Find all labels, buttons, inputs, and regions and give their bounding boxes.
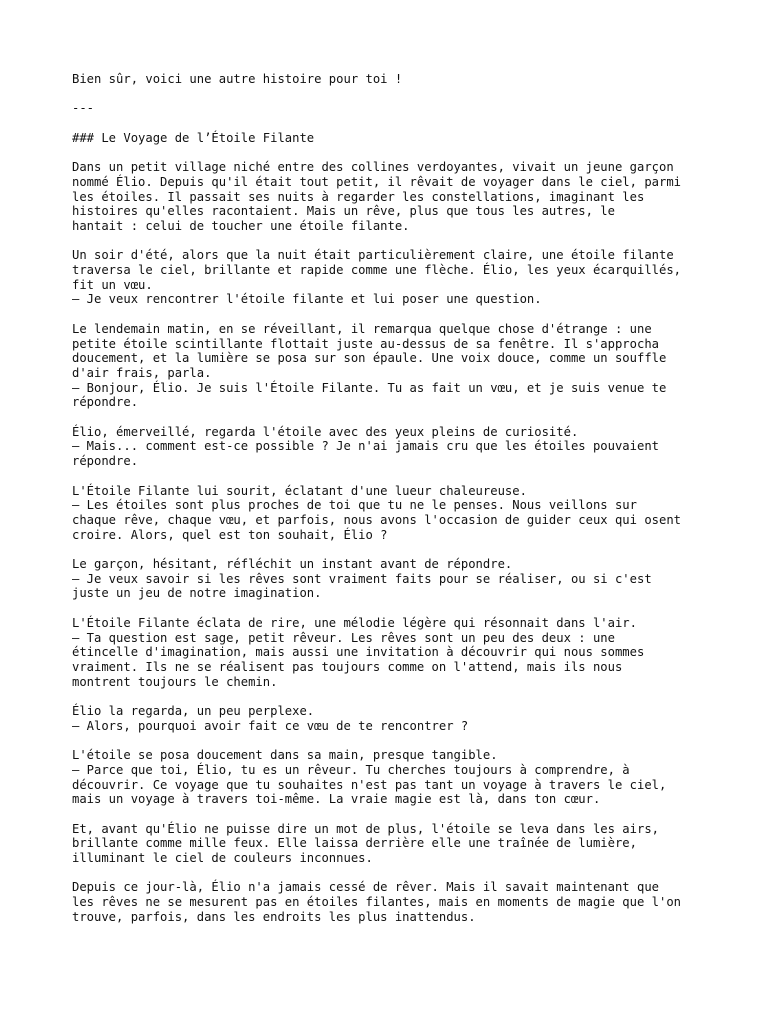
text-line: traversa le ciel, brillante et rapide comme une flèche. Élio, les yeux écarquillés, bbox=[72, 263, 682, 278]
text-line: Le lendemain matin, en se réveillant, il remarqua quelque chose d'étrange : une bbox=[72, 321, 652, 336]
story-paragraph bbox=[72, 880, 712, 924]
text-line: --- bbox=[72, 101, 95, 116]
text-line: – Je veux rencontrer l'étoile filante et lui poser une question. bbox=[72, 292, 542, 307]
story-paragraph bbox=[72, 248, 712, 307]
text-line: brillante comme mille feux. Elle laissa derrière elle une traînée de lumière, bbox=[72, 836, 637, 851]
text-line: Un soir d'été, alors que la nuit était particulièrement claire, une étoile filante bbox=[72, 248, 674, 263]
text-line: Dans un petit village niché entre des collines verdoyantes, vivait un jeune garçon bbox=[72, 160, 674, 175]
story-paragraph bbox=[72, 160, 712, 234]
text-line: étincelle d'imagination, mais aussi une invitation à découvrir qui nous sommes bbox=[72, 645, 645, 660]
text-line: nommé Élio. Depuis qu'il était tout petit, il rêvait de voyager dans le ciel, parmi bbox=[72, 174, 682, 189]
text-line: mais un voyage à travers toi-même. La vraie magie est là, dans ton cœur. bbox=[72, 792, 601, 807]
text-line: illuminant le ciel de couleurs inconnues. bbox=[72, 851, 373, 866]
text-line: L'étoile se posa doucement dans sa main, presque tangible. bbox=[72, 748, 498, 763]
separator-line bbox=[72, 101, 712, 116]
text-line: L'Étoile Filante éclata de rire, une mélodie légère qui résonnait dans l'air. bbox=[72, 615, 637, 630]
text-line: Élio la regarda, un peu perplexe. bbox=[72, 704, 315, 719]
text-line: – Ta question est sage, petit rêveur. Les rêves sont un peu des deux : une bbox=[72, 630, 615, 645]
document-page bbox=[72, 72, 712, 939]
text-line: – Bonjour, Élio. Je suis l'Étoile Filante. Tu as fait un vœu, et je suis venue te bbox=[72, 380, 667, 395]
text-line: Et, avant qu'Élio ne puisse dire un mot de plus, l'étoile se leva dans les airs, bbox=[72, 821, 659, 836]
text-line: Bien sûr, voici une autre histoire pour toi ! bbox=[72, 72, 403, 86]
story-paragraph bbox=[72, 748, 712, 807]
story-title bbox=[72, 131, 712, 146]
text-line: juste un jeu de notre imagination. bbox=[72, 586, 322, 601]
text-line: – Les étoiles sont plus proches de toi que tu ne le penses. Nous veillons sur bbox=[72, 498, 637, 513]
text-line: – Parce que toi, Élio, tu es un rêveur. Tu cherches toujours à comprendre, à bbox=[72, 762, 630, 777]
text-line: – Je veux savoir si les rêves sont vraiment faits pour se réaliser, ou si c'est bbox=[72, 571, 652, 586]
text-line: Élio, émerveillé, regarda l'étoile avec des yeux pleins de curiosité. bbox=[72, 424, 579, 439]
text-line: d'air frais, parla. bbox=[72, 365, 212, 380]
text-line: vraiment. Ils ne se réalisent pas toujours comme on l'attend, mais ils nous bbox=[72, 659, 623, 674]
text-line: ### Le Voyage de l’Étoile Filante bbox=[72, 130, 315, 145]
story-paragraph bbox=[72, 425, 712, 469]
story-paragraph bbox=[72, 822, 712, 866]
text-line: histoires qu'elles racontaient. Mais un rêve, plus que tous les autres, le bbox=[72, 204, 615, 219]
story-paragraph bbox=[72, 322, 712, 410]
story-paragraph bbox=[72, 616, 712, 690]
intro-paragraph bbox=[72, 72, 712, 87]
story-paragraph bbox=[72, 484, 712, 543]
text-line: fit un vœu. bbox=[72, 277, 153, 292]
text-line: découvrir. Ce voyage que tu souhaites n'est pas tant un voyage à travers le ciel, bbox=[72, 777, 667, 792]
text-line: Depuis ce jour-là, Élio n'a jamais cessé de rêver. Mais il savait maintenant que bbox=[72, 880, 659, 895]
text-line: Le garçon, hésitant, réfléchit un instant avant de répondre. bbox=[72, 557, 513, 572]
text-line: doucement, et la lumière se posa sur son épaule. Une voix douce, comme un souffle bbox=[72, 351, 667, 366]
text-line: hantait : celui de toucher une étoile filante. bbox=[72, 218, 410, 233]
text-line: répondre. bbox=[72, 454, 139, 469]
text-line: petite étoile scintillante flottait juste au-dessus de sa fenêtre. Il s'approcha bbox=[72, 336, 659, 351]
text-line: montrent toujours le chemin. bbox=[72, 674, 278, 689]
story-paragraph bbox=[72, 704, 712, 733]
text-line: les rêves ne se mesurent pas en étoiles filantes, mais en moments de magie que l'on bbox=[72, 895, 682, 910]
text-line: chaque rêve, chaque vœu, et parfois, nous avons l'occasion de guider ceux qui osent bbox=[72, 512, 682, 527]
text-line: – Alors, pourquoi avoir fait ce vœu de te rencontrer ? bbox=[72, 718, 469, 733]
text-line: répondre. bbox=[72, 395, 139, 410]
text-line: croire. Alors, quel est ton souhait, Élio ? bbox=[72, 527, 388, 542]
text-line: L'Étoile Filante lui sourit, éclatant d'une lueur chaleureuse. bbox=[72, 483, 527, 498]
text-line: les étoiles. Il passait ses nuits à regarder les constellations, imaginant les bbox=[72, 189, 645, 204]
text-line: – Mais... comment est-ce possible ? Je n'ai jamais cru que les étoiles pouvaient bbox=[72, 439, 659, 454]
text-line: trouve, parfois, dans les endroits les plus inattendus. bbox=[72, 909, 476, 924]
story-paragraph bbox=[72, 557, 712, 601]
